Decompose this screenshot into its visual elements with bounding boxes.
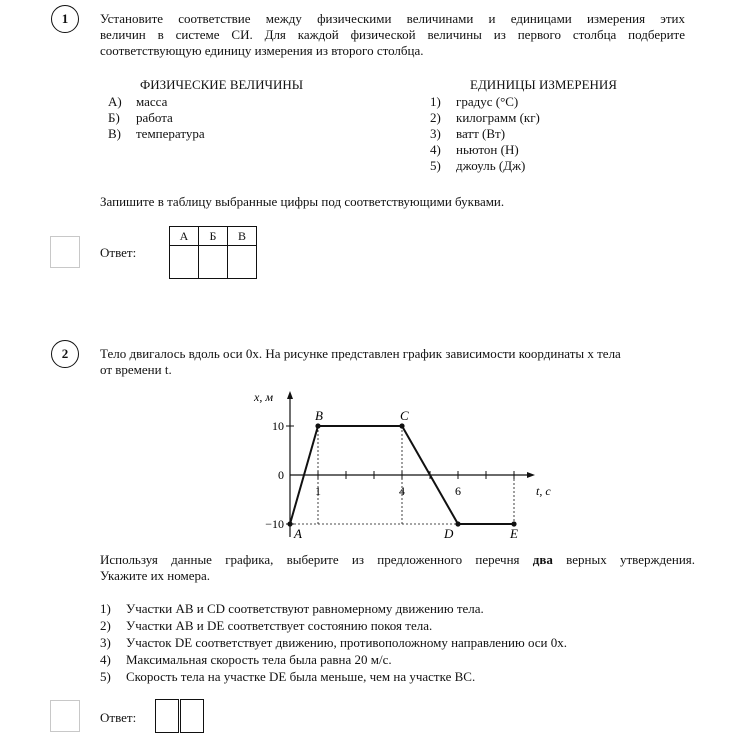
answer-cell-a[interactable] (170, 246, 199, 279)
x-tick-label: 4 (399, 484, 405, 498)
question-2-number: 2 (51, 340, 79, 368)
y-tick-label: 0 (278, 468, 284, 482)
answer-checkbox[interactable] (50, 236, 80, 268)
left-column (108, 94, 205, 142)
left-column-header: ФИЗИЧЕСКИЕ ВЕЛИЧИНЫ (140, 77, 304, 92)
answer-checkbox[interactable] (50, 700, 80, 732)
task-line: Используя данные графика, выберите из предложенного перечня два верных утверждения. (100, 552, 696, 567)
table-header: В (228, 227, 257, 246)
list-item: 3) Участок DE соответствует движению, противоположному направлению оси 0x. (100, 635, 568, 650)
data-point (455, 521, 460, 526)
data-point (399, 423, 404, 428)
y-axis-arrow (287, 391, 293, 399)
bold-word: два (532, 552, 553, 567)
x-axis-arrow (527, 472, 535, 478)
right-column (430, 94, 540, 174)
list-item: 1) Участки AB и CD соответствуют равномерному движению тела. (100, 601, 484, 616)
question-2-line: Тело двигалось вдоль оси 0x. На рисунке представлен график зависимости координаты x тела (100, 346, 621, 361)
question-1-line: величин в системе СИ. Для каждой физической величины из первого столбца подберите (100, 27, 685, 42)
right-item: 1) градус (°С) (430, 94, 519, 109)
answer-cell-c[interactable] (228, 246, 257, 279)
right-item: 4) ньютон (Н) (430, 142, 519, 157)
answer-label: Ответ: (100, 245, 137, 260)
point-label: E (510, 526, 518, 541)
list-item: 5) Скорость тела на участке DE была меньше, чем на участке BC. (100, 669, 476, 684)
list-item: 4) Максимальная скорость тела была равна 20 м/с. (100, 652, 392, 667)
answer-cell-b[interactable] (199, 246, 228, 279)
answer-cell-2[interactable] (180, 699, 204, 733)
left-item: В) температура (108, 126, 205, 141)
answer-cell-1[interactable] (155, 699, 179, 733)
table-header: А (170, 227, 199, 246)
right-column-header: ЕДИНИЦЫ ИЗМЕРЕНИЯ (470, 77, 617, 92)
y-tick-label: 10 (272, 419, 284, 433)
point-label: C (400, 408, 409, 423)
left-item: Б) работа (108, 110, 173, 125)
right-item: 3) ватт (Вт) (430, 126, 506, 141)
question-1-line: соответствующую единицу измерения из второго столбца. (100, 43, 424, 58)
task-line: Укажите их номера. (100, 568, 211, 583)
x-t-graph (240, 385, 570, 545)
question-1-number: 1 (51, 5, 79, 33)
table-header: Б (199, 227, 228, 246)
answer-label: Ответ: (100, 710, 137, 725)
question-2-text (100, 346, 690, 378)
instruction-text: Запишите в таблицу выбранные цифры под соответствующими буквами. (100, 194, 505, 209)
question-1-text (100, 11, 685, 59)
task-text (100, 552, 695, 584)
left-item: А) масса (108, 94, 168, 109)
question-2-line: от времени t. (100, 362, 172, 377)
y-tick-label: −10 (265, 517, 284, 531)
data-point (315, 423, 320, 428)
x-tick-label: 6 (455, 484, 461, 498)
x-axis-label: t, c (536, 484, 551, 498)
list-item: 2) Участки AB и DE соответствует состоянию покоя тела. (100, 618, 433, 633)
y-axis-label: x, м (254, 390, 273, 404)
point-label: A (294, 526, 302, 541)
point-label: B (315, 408, 323, 423)
data-point (287, 521, 292, 526)
x-tick-label: 1 (315, 484, 321, 498)
point-label: D (444, 526, 454, 541)
right-item: 5) джоуль (Дж) (430, 158, 526, 173)
right-item: 2) килограмм (кг) (430, 110, 540, 125)
question-1-line: Установите соответствие между физическими величинами и единицами измерения этих (100, 11, 685, 26)
answer-table (169, 226, 257, 279)
